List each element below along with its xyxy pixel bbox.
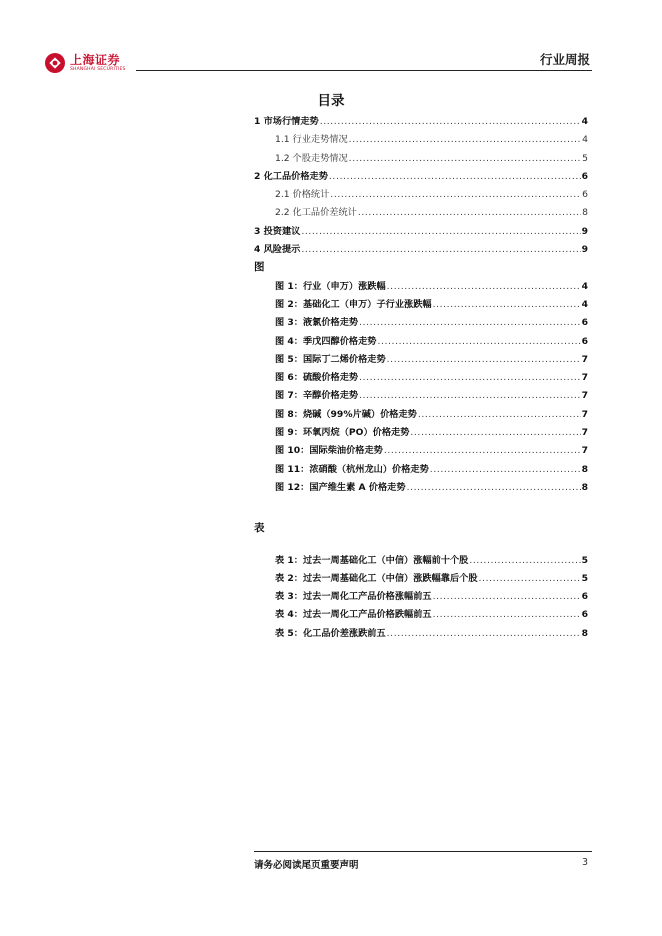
toc-leader-dots: [359, 317, 581, 328]
toc-leader-dots: [430, 464, 581, 475]
logo-english-name: SHANGHAI SECURITIES: [70, 66, 126, 72]
toc-entry-label: 图 9：环氧丙烷（PO）价格走势: [275, 427, 410, 439]
toc-entry[interactable]: [254, 570, 588, 588]
toc-tables: [254, 552, 588, 643]
toc-entry[interactable]: [254, 424, 588, 442]
toc-entry-page: 8: [581, 627, 588, 639]
logo-mark-icon: [44, 52, 66, 74]
toc-leader-dots: [433, 609, 581, 620]
toc-entry-page: 8: [581, 463, 588, 475]
toc-entry[interactable]: [254, 606, 588, 624]
toc-entry-page: 7: [581, 353, 588, 365]
toc-entry[interactable]: [254, 186, 588, 204]
toc-entry-label: 图 11：浓硝酸（杭州龙山）价格走势: [275, 463, 429, 475]
toc-entry-label: 图 7：辛醇价格走势: [275, 390, 359, 402]
page-number: 3: [581, 857, 588, 868]
toc-entry-page: 4: [582, 134, 588, 146]
toc-entry-label: 4 风险提示: [254, 244, 301, 256]
toc-entry[interactable]: [254, 351, 588, 369]
toc-leader-dots: [407, 482, 581, 493]
toc-entry-label: 图 5：国际丁二烯价格走势: [275, 353, 386, 365]
toc-entry-page: 6: [581, 317, 588, 329]
toc-entry[interactable]: [254, 461, 588, 479]
toc-entry-label: 2.2 化工品价差统计: [275, 207, 357, 219]
toc-entry-label: 图 3：液氯价格走势: [275, 317, 359, 329]
toc-leader-dots: [320, 116, 581, 127]
company-logo: [44, 50, 126, 76]
toc-entry-label: 2.1 价格统计: [275, 189, 330, 201]
toc-entry-page: 4: [581, 298, 588, 310]
toc-leader-dots: [387, 281, 581, 292]
toc-leader-dots: [349, 134, 581, 145]
toc-entry-page: 7: [581, 372, 588, 384]
toc-entry[interactable]: [254, 333, 588, 351]
toc-leader-dots: [377, 336, 580, 347]
toc-entry[interactable]: [254, 278, 588, 296]
toc-leader-dots: [410, 427, 580, 438]
toc-entry-page: 8: [582, 207, 588, 219]
toc-entry-label: 表 4：过去一周化工产品价格跌幅前五: [275, 609, 432, 621]
toc-entry[interactable]: [254, 241, 588, 259]
toc-leader-dots: [433, 299, 581, 310]
toc-entry-page: 6: [581, 170, 588, 182]
toc-leader-dots: [384, 445, 581, 456]
table-of-contents: [254, 113, 588, 643]
toc-entry-label: 1.2 个股走势情况: [275, 152, 348, 164]
toc-leader-dots: [301, 244, 580, 255]
toc-entry-page: 5: [581, 572, 588, 584]
toc-entry-label: 1 市场行情走势: [254, 116, 319, 127]
header-divider: [136, 70, 592, 71]
toc-entry[interactable]: [254, 131, 588, 149]
toc-leader-dots: [358, 207, 581, 218]
toc-entry-label: 表 3：过去一周化工产品价格涨幅前五: [275, 591, 432, 603]
toc-leader-dots: [349, 153, 581, 164]
toc-entry-label: 1.1 行业走势情况: [275, 134, 348, 146]
toc-title: 目录: [317, 93, 345, 109]
toc-entry[interactable]: [254, 168, 588, 186]
toc-entry-label: 表 2：过去一周基础化工（中信）涨跌幅靠后个股: [275, 572, 478, 584]
toc-entry-page: 9: [581, 244, 588, 256]
toc-entry-label: 表 1：过去一周基础化工（中信）涨幅前十个股: [275, 554, 469, 566]
toc-leader-dots: [330, 189, 581, 200]
toc-entry-page: 8: [581, 481, 588, 493]
toc-entry[interactable]: [254, 552, 588, 570]
toc-entry[interactable]: [254, 204, 588, 222]
toc-entry-label: 图 12：国产维生素 A 价格走势: [275, 481, 406, 493]
toc-leader-dots: [433, 591, 581, 602]
toc-entry[interactable]: [254, 387, 588, 405]
toc-entry-label: 图 4：季戊四醇价格走势: [275, 335, 377, 347]
toc-leader-dots: [359, 390, 581, 401]
toc-figures: [254, 278, 588, 498]
toc-entry-page: 6: [581, 335, 588, 347]
toc-entry[interactable]: [254, 113, 588, 131]
toc-entry[interactable]: [254, 479, 588, 497]
toc-entry-page: 5: [582, 152, 588, 164]
toc-entry-label: 图 1：行业（申万）涨跌幅: [275, 280, 386, 292]
toc-entry[interactable]: [254, 406, 588, 424]
toc-entry[interactable]: [254, 625, 588, 643]
toc-leader-dots: [301, 226, 580, 237]
toc-leader-dots: [387, 354, 581, 365]
toc-sections: [254, 113, 588, 259]
toc-leader-dots: [418, 409, 581, 420]
toc-entry-label: 图 6：硫酸价格走势: [275, 372, 359, 384]
toc-entry[interactable]: [254, 442, 588, 460]
toc-entry-page: 9: [581, 225, 588, 237]
toc-leader-dots: [387, 628, 581, 639]
footer-disclaimer: 请务必阅读尾页重要声明: [254, 860, 359, 871]
toc-entry-page: 7: [581, 408, 588, 420]
spacer: [254, 497, 588, 520]
toc-leader-dots: [329, 171, 581, 182]
toc-entry-label: 表 5：化工品价差涨跌前五: [275, 627, 386, 639]
toc-entry-page: 7: [581, 390, 588, 402]
toc-entry-page: 7: [581, 445, 588, 457]
toc-leader-dots: [359, 372, 581, 383]
logo-chinese-name: 上海证券: [70, 52, 121, 67]
toc-leader-dots: [479, 573, 581, 584]
toc-entry-page: 4: [581, 280, 588, 292]
report-type-label: 行业周报: [539, 52, 590, 67]
toc-leader-dots: [469, 555, 580, 566]
toc-entry-page: 6: [581, 591, 588, 603]
toc-entry-page: 4: [581, 116, 588, 127]
toc-entry-label: 图 10：国际柴油价格走势: [275, 445, 383, 457]
toc-entry-page: 5: [581, 554, 588, 566]
toc-entry[interactable]: [254, 296, 588, 314]
toc-entry-page: 6: [582, 189, 588, 201]
toc-entry[interactable]: [254, 369, 588, 387]
toc-entry-label: 3 投资建议: [254, 225, 301, 237]
spacer: [254, 539, 588, 552]
toc-entry[interactable]: [254, 223, 588, 241]
toc-entry[interactable]: [254, 314, 588, 332]
toc-entry-label: 2 化工品价格走势: [254, 170, 328, 182]
tables-heading: 表: [254, 522, 265, 535]
toc-entry-page: 7: [581, 427, 588, 439]
toc-entry-page: 6: [581, 609, 588, 621]
toc-entry[interactable]: [254, 150, 588, 168]
toc-entry[interactable]: [254, 588, 588, 606]
toc-entry-label: 图 8：烧碱（99%片碱）价格走势: [275, 408, 417, 420]
figures-heading: 图: [254, 261, 265, 274]
toc-entry-label: 图 2：基础化工（申万）子行业涨跌幅: [275, 298, 432, 310]
footer-divider: [254, 851, 592, 852]
